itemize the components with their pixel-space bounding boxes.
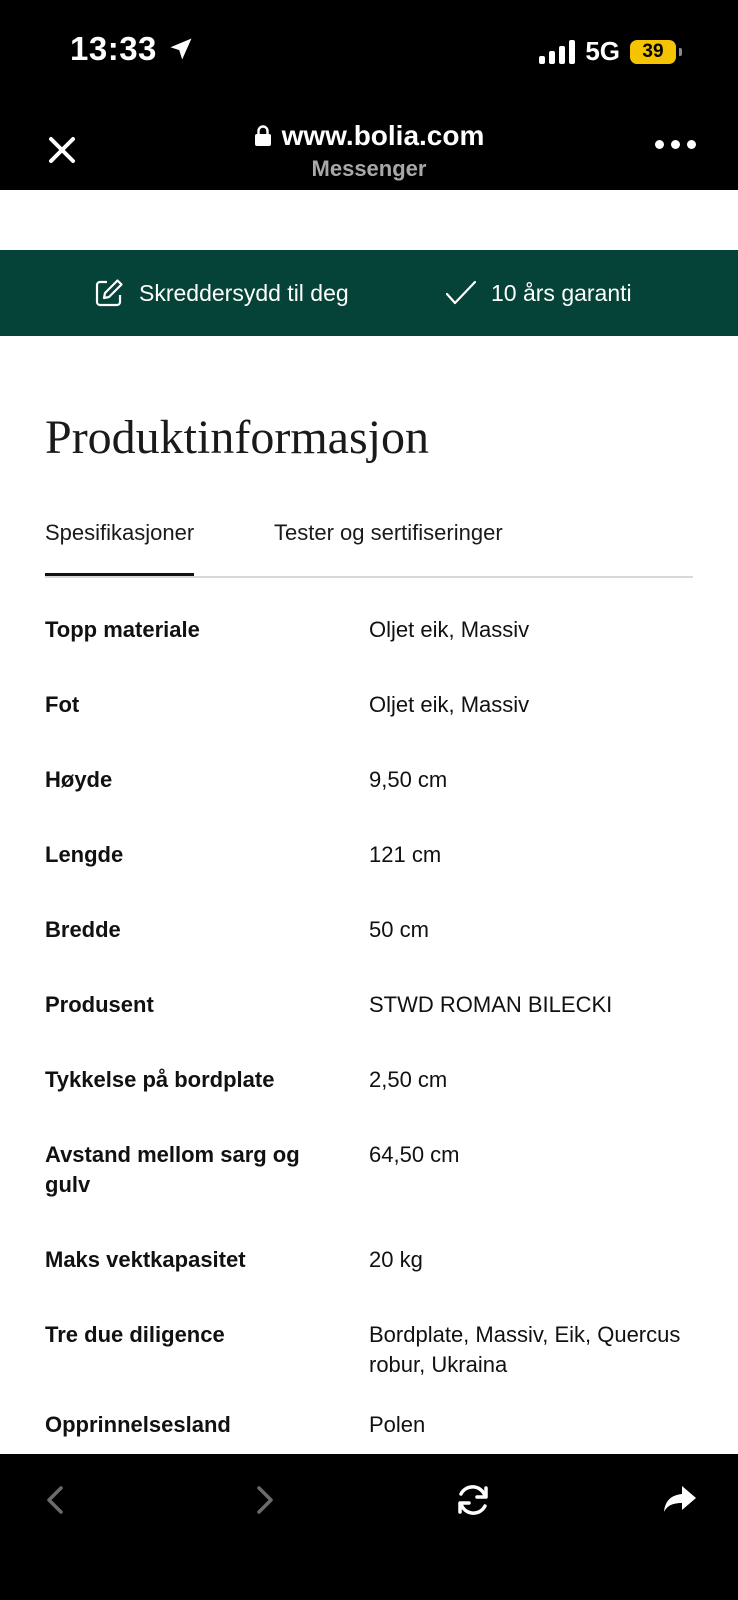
forward-icon bbox=[244, 1480, 284, 1520]
spec-label: Avstand mellom sarg og gulv bbox=[45, 1142, 300, 1197]
status-indicators bbox=[539, 36, 676, 67]
spec-value: 9,50 cm bbox=[369, 767, 448, 792]
spec-value: Bordplate, Massiv, Eik, Quercus robur, Ukraina bbox=[369, 1322, 681, 1377]
spec-row bbox=[45, 1140, 693, 1245]
status-time: 13:33 bbox=[70, 30, 195, 68]
spec-row bbox=[45, 840, 693, 915]
back-icon bbox=[36, 1480, 76, 1520]
spec-label: Opprinnelsesland bbox=[45, 1412, 231, 1437]
reload-icon bbox=[453, 1480, 493, 1520]
spec-row bbox=[45, 1320, 693, 1410]
checkmark-icon bbox=[445, 277, 477, 309]
tab-tester-og-sertifiseringer[interactable]: Tester og sertifiseringer bbox=[274, 520, 503, 545]
share-button[interactable] bbox=[656, 1476, 704, 1524]
spec-label: Lengde bbox=[45, 842, 124, 867]
spec-value: 64,50 cm bbox=[369, 1142, 460, 1167]
battery-level: 39 bbox=[642, 40, 664, 62]
spec-value: 2,50 cm bbox=[369, 1067, 448, 1092]
spec-row bbox=[45, 690, 693, 765]
benefit-label: Skreddersydd til deg bbox=[139, 279, 349, 306]
spec-label: Produsent bbox=[45, 992, 154, 1017]
spec-value: 20 kg bbox=[369, 1247, 423, 1272]
spec-value: Polen bbox=[369, 1412, 426, 1437]
spec-list bbox=[45, 615, 693, 1470]
network-type: 5G bbox=[585, 36, 620, 66]
spec-row bbox=[45, 915, 693, 990]
spec-value: STWD ROMAN BILECKI bbox=[369, 992, 613, 1017]
more-dots-icon bbox=[655, 140, 664, 149]
spec-row bbox=[45, 990, 693, 1065]
cellular-signal-icon bbox=[539, 40, 575, 64]
spec-row bbox=[45, 765, 693, 840]
spec-label: Topp materiale bbox=[45, 617, 200, 642]
spec-label: Bredde bbox=[45, 917, 121, 942]
spec-label: Fot bbox=[45, 692, 80, 717]
more-options-button[interactable] bbox=[655, 140, 696, 149]
lock-icon bbox=[254, 125, 272, 147]
spec-row bbox=[45, 1245, 693, 1320]
info-tabs bbox=[45, 520, 693, 578]
top-bar bbox=[0, 0, 738, 190]
location-arrow-icon bbox=[167, 35, 195, 63]
edit-icon bbox=[93, 277, 125, 309]
spec-value: Oljet eik, Massiv bbox=[369, 617, 530, 642]
share-icon bbox=[660, 1480, 700, 1520]
spec-label: Høyde bbox=[45, 767, 113, 792]
battery-icon bbox=[630, 40, 676, 64]
spec-value: 50 cm bbox=[369, 917, 429, 942]
url-text: www.bolia.com bbox=[281, 120, 485, 151]
spec-label: Tre due diligence bbox=[45, 1322, 225, 1347]
reload-button[interactable] bbox=[449, 1476, 497, 1524]
browser-toolbar bbox=[0, 1454, 738, 1600]
back-button[interactable] bbox=[32, 1476, 80, 1524]
spec-row bbox=[45, 615, 693, 690]
benefits-banner bbox=[0, 250, 738, 336]
spec-label: Maks vektkapasitet bbox=[45, 1247, 246, 1272]
forward-button[interactable] bbox=[240, 1476, 288, 1524]
spec-row bbox=[45, 1065, 693, 1140]
spec-value: Oljet eik, Massiv bbox=[369, 692, 530, 717]
page-title: Produktinformasjon bbox=[45, 411, 429, 464]
spec-value: 121 cm bbox=[369, 842, 442, 867]
address-area[interactable] bbox=[0, 120, 738, 182]
benefit-label: 10 års garanti bbox=[491, 279, 632, 306]
browser-source: Messenger bbox=[311, 156, 427, 181]
benefit-tailored bbox=[93, 250, 349, 336]
benefit-warranty bbox=[445, 250, 632, 336]
spec-label: Tykkelse på bordplate bbox=[45, 1067, 275, 1092]
tab-spesifikasjoner[interactable]: Spesifikasjoner bbox=[45, 520, 195, 545]
